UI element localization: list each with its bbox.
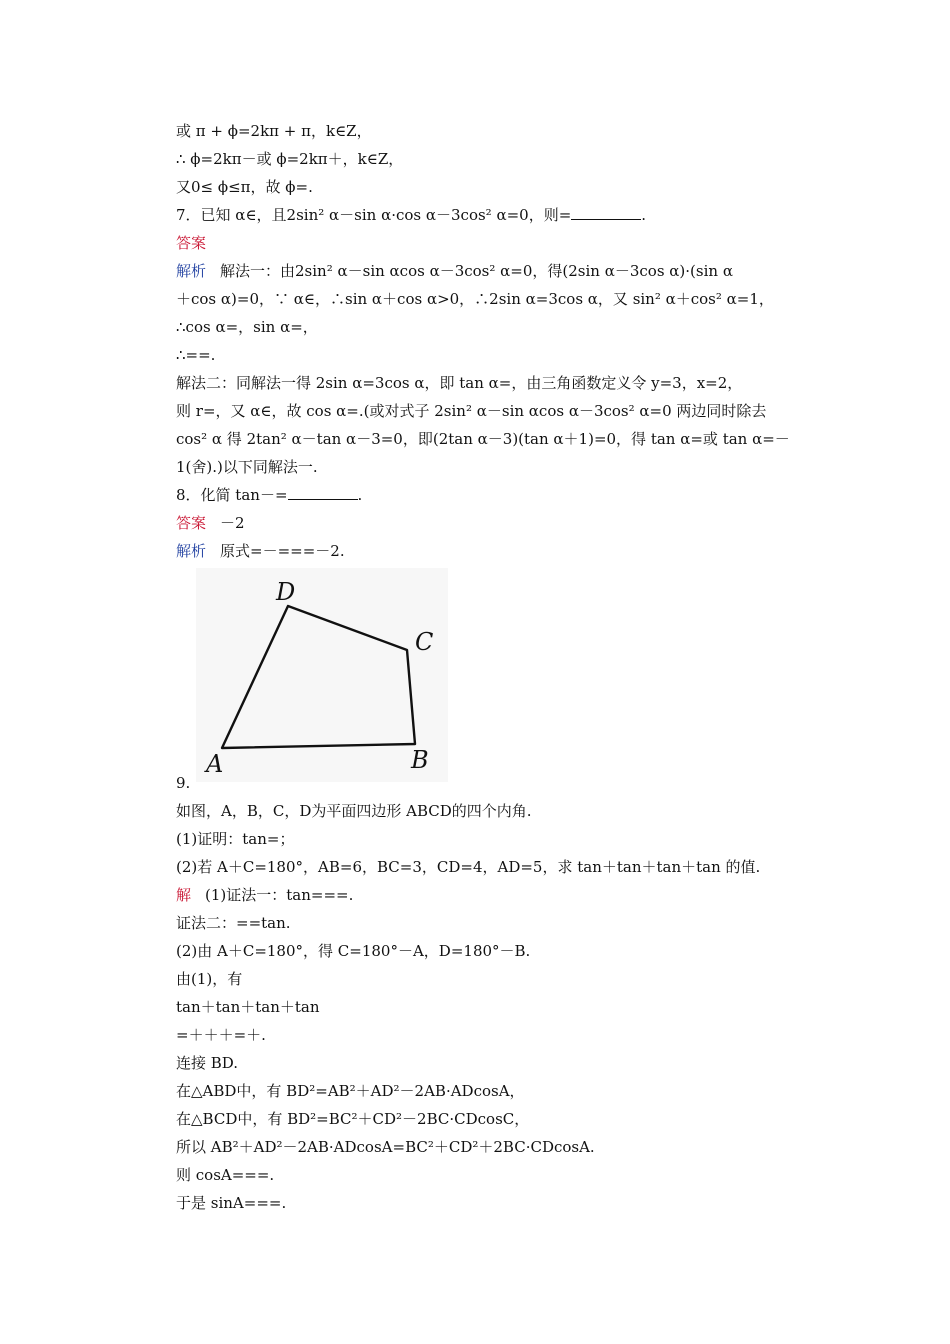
text-line: (2)由 A＋C=180°，得 C=180°－A，D=180°－B. bbox=[176, 942, 531, 960]
text-line: 如图，A，B，C，D为平面四边形 ABCD的四个内角. bbox=[176, 802, 532, 820]
question-7: 7．已知 α∈，且2sin² α－sin α·cos α－3cos² α=0，则= . bbox=[176, 206, 647, 224]
text-line: 由(1)，有 bbox=[176, 970, 243, 988]
answer-label: 答案 bbox=[176, 514, 207, 532]
analysis-line: 解析 解法一：由2sin² α－sin αcos α－3cos² α=0，得(2sin α－3cos α)·(sin α bbox=[176, 262, 733, 280]
vertex-label-b: B bbox=[411, 746, 429, 774]
vertex-label-d: D bbox=[276, 578, 296, 606]
text-line: ∴==. bbox=[176, 346, 216, 364]
answer-heading: 答案 bbox=[176, 234, 207, 252]
text-line: ∴ ϕ=2kπ－或 ϕ=2kπ＋，k∈Z， bbox=[176, 150, 404, 168]
text-line: cos² α 得 2tan² α－tan α－3=0，即(2tan α－3)(tan α＋1)=0，得 tan α=或 tan α=－ bbox=[176, 430, 790, 448]
text-line: 所以 AB²＋AD²－2AB·ADcosA=BC²＋CD²＋2BC·CDcosA. bbox=[176, 1138, 595, 1156]
analysis-line: 解析 原式=－===－2. bbox=[176, 542, 345, 560]
text-line: 1(舍).)以下同解法一. bbox=[176, 458, 318, 476]
text-line: 解法二：同解法一得 2sin α=3cos α，即 tan α=，由三角函数定义令 y=3，x=2， bbox=[176, 374, 743, 392]
solution-label: 解 bbox=[176, 886, 192, 904]
text-line: 在△ABD中，有 BD²=AB²＋AD²－2AB·ADcosA， bbox=[176, 1082, 525, 1100]
solution-line: 解 (1)证法一：tan===. bbox=[176, 886, 354, 904]
answer-blank bbox=[288, 485, 358, 500]
text-line: ∴cos α=，sin α=， bbox=[176, 318, 318, 336]
vertex-label-c: C bbox=[415, 628, 434, 656]
quadrilateral-figure bbox=[196, 568, 448, 782]
text-line: (2)若 A＋C=180°，AB=6，BC=3，CD=4，AD=5，求 tan＋tan＋tan＋tan 的值. bbox=[176, 858, 761, 876]
text-line: 或 π + ϕ=2kπ + π，k∈Z， bbox=[176, 122, 372, 140]
text-line: tan＋tan＋tan＋tan bbox=[176, 998, 320, 1016]
text-line: 则 cosA===. bbox=[176, 1166, 275, 1184]
answer-line: 答案 －2 bbox=[176, 514, 245, 532]
text-line: 连接 BD. bbox=[176, 1054, 239, 1072]
text-line: 于是 sinA===. bbox=[176, 1194, 287, 1212]
analysis-label: 解析 bbox=[176, 262, 207, 280]
answer-blank bbox=[571, 205, 641, 220]
text-line: =＋＋＋=＋. bbox=[176, 1026, 266, 1044]
text-line: ＋cos α)=0，∵ α∈，∴sin α＋cos α>0，∴2sin α=3cos α，又 sin² α＋cos² α=1， bbox=[176, 290, 774, 308]
text-line: 在△BCD中，有 BD²=BC²＋CD²－2BC·CDcosC， bbox=[176, 1110, 530, 1128]
text-line: 则 r=，又 α∈，故 cos α=.(或对式子 2sin² α－sin αcos α－3cos² α=0 两边同时除去 bbox=[176, 402, 767, 420]
analysis-label: 解析 bbox=[176, 542, 207, 560]
text-line: 证法二：==tan. bbox=[176, 914, 291, 932]
text-line: (1)证明：tan=； bbox=[176, 830, 295, 848]
text-line: 又0≤ ϕ≤π，故 ϕ=. bbox=[176, 178, 313, 196]
question-8: 8．化简 tan－= . bbox=[176, 486, 363, 504]
vertex-label-a: A bbox=[206, 750, 224, 778]
question-number-9: 9. bbox=[176, 774, 191, 792]
